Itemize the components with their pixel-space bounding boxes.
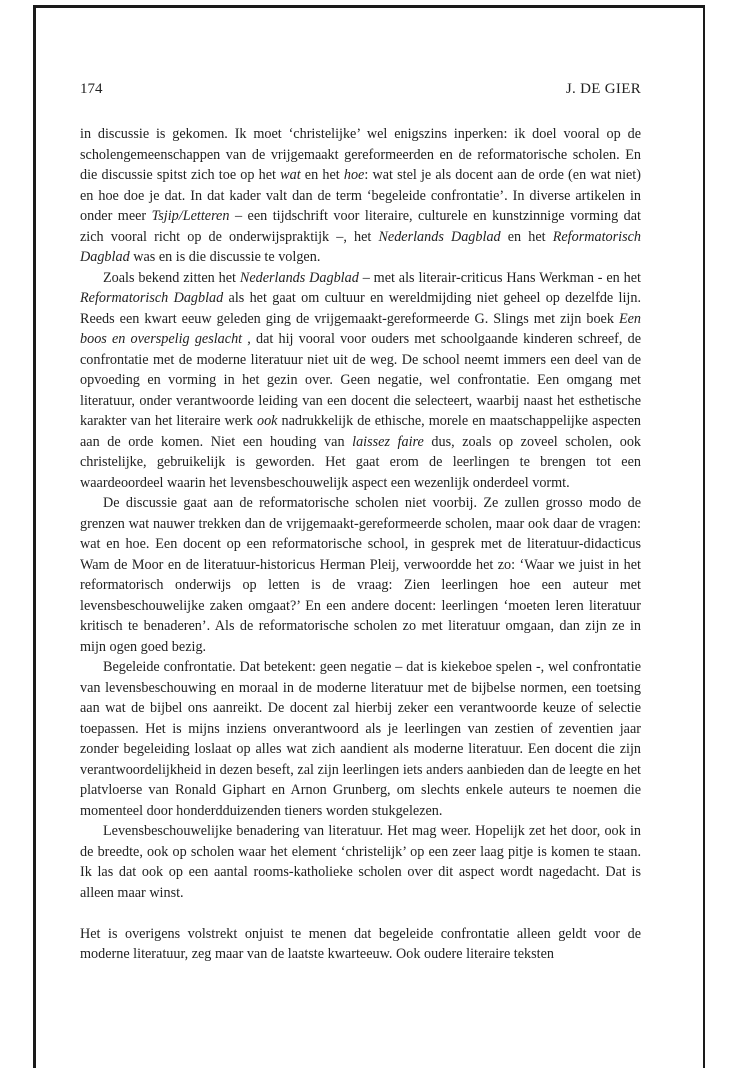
text-run: : wat stel je als docent aan de orde (en wat niet) en hoe doe je dat. In dat kader valt dan de term ‘begeleide confrontatie’. In diverse artikelen in onder meer: [80, 167, 641, 224]
italic-text: Nederlands Dagblad: [239, 269, 359, 286]
scan-edge-right: [703, 5, 705, 1068]
scan-edge-top: [35, 5, 705, 8]
text-run: dus, zoals op zoveel scholen, ook christelijke, gebruikelijk is geworden. Het gaat erom de leerlingen te brengen tot een waardeoordeel waarin het levensbeschouwelijk aspect een wezenlijk onderdeel vormt.: [80, 433, 642, 491]
text-run: Het is overigens volstrekt onjuist te menen dat begeleide confrontatie alleen geldt voor de moderne literatuur, zeg maar van de laatste kwarteeuw. Ook oudere literaire teksten: [80, 925, 641, 962]
text-run: als het gaat om cultuur en wereldmijding niet geheel op dezelfde lijn. Reeds een kwart eeuw geleden ging de vrijgemaakt-gereformeerde G. Slings met zijn boek: [80, 290, 641, 327]
text-run: – een tijdschrift voor literaire, culturele en kunstzinnige vorming dat zich vooral richt op de onderwijspraktijk –, het: [80, 208, 641, 245]
text-run: Begeleide confrontatie. Dat betekent: geen negatie – dat is kiekeboe spelen -, wel confrontatie van levensbeschouwing en moraal in de moderne literatuur met de bijbelse normen, een toetsing aan wat de bijbel ons aanreikt. De docent zal hierbij zeker een verantwoorde keuze of selectie toepassen. Het is mijns inziens onverantwoord als je leerlingen van zestien of zeventien jaar zonder begeleiding loslaat op alles wat zich aandient als moderne literatuur. Een docent die zijn verantwoordelijkheid in dezen beseft, zal zijn leerlingen iets anders aanbieden dan de leegte en het platvloerse van Ronald Giphart en Arnon Grunberg, om slechts enkele auteurs te noemen die momenteel door honderdduizenden tieners worden stukgelezen.: [80, 659, 641, 819]
italic-text: Reformatorisch Dagblad: [80, 290, 224, 306]
text-run: Levensbeschouwelijke benadering van literatuur. Het mag weer. Hopelijk zet het door, ook in de breedte, ook op scholen waar het element ‘christelijk’ op een zeer laag pitje is komen te staan. Ik las dat ook op een aantal rooms-katholieke scholen over dit aspect wordt nagedacht. Dat is alleen maar winst.: [80, 823, 641, 901]
italic-text: Een boos en overspelig geslacht: [80, 310, 641, 347]
italic-text: Tsjip/Letteren: [151, 208, 230, 224]
text-run: De discussie gaat aan de reformatorische scholen niet voorbij. Ze zullen grosso modo de grenzen wat nauwer trekken dan de vrijgemaakt-gereformeerde scholen, maar ook daar de vragen: wat en hoe. Een docent op een reformatorische school, in gesprek met de literatuur-didacticus Wam de Moor en de literatuur-historicus Herman Pleij, verwoordde het zo: ‘Waar we juist in het reformatorisch onderwijs op letten is de vraag: Zien leerlingen hoe een auteur met levensbeschouwelijke zaken omgaat?’ En een andere docent: leerlingen ‘moeten leren literatuur kritisch te benaderen’. Als de reformatorische scholen zo met literatuur omgaan, dan zijn ze in mijn ogen goed bezig.: [80, 495, 641, 655]
running-head: J. DE GIER: [565, 81, 641, 97]
scan-edge-left: [33, 5, 36, 1068]
text-run: was en is die discussie te volgen.: [129, 249, 321, 265]
italic-text: laissez faire: [352, 433, 424, 450]
body-text: [80, 124, 641, 965]
page-number: 174: [80, 81, 103, 97]
paragraph-6: [80, 924, 641, 965]
text-run: – met als literair-criticus Hans Werkman - en het: [358, 269, 641, 286]
paragraph-4: [80, 657, 641, 821]
paragraph-2: [80, 268, 641, 494]
italic-text: Reformatorisch Dagblad: [80, 228, 641, 265]
text-run: in discussie is gekomen. Ik moet ‘christelijke’ wel enigszins inperken: ik doel vooral op de scholengemeenschappen van de vrijgemaakt gereformeerden en de reformatorische scholen. En die discussie spitst zich toe op het: [80, 126, 641, 183]
paragraph-5: [80, 821, 641, 903]
text-run: en het: [300, 167, 344, 183]
italic-text: ook: [256, 413, 278, 429]
text-run: en het: [500, 228, 553, 245]
paragraph-1: [80, 124, 641, 268]
paragraph-3: [80, 493, 641, 657]
italic-text: wat: [280, 167, 301, 183]
italic-text: Nederlands Dagblad: [378, 228, 501, 245]
italic-text: hoe: [343, 167, 365, 183]
text-run: nadrukkelijk de ethische, morele en maatschappelijke aspecten aan de orde komen. Niet een houding van: [80, 413, 641, 450]
text-run: , dat hij vooral voor ouders met schoolgaande kinderen schreef, de confrontatie met de moderne literatuur niet uit de weg. De school neemt immers een deel van de opvoeding en vorming in het gezin over. Geen negatie, wel confrontatie. Een omgang met literatuur, onder verantwoorde leiding van een docent die selecteert, waarbij naast het esthetische karakter van het literaire werk: [80, 331, 641, 429]
text-run: Zoals bekend zitten het: [103, 269, 240, 286]
